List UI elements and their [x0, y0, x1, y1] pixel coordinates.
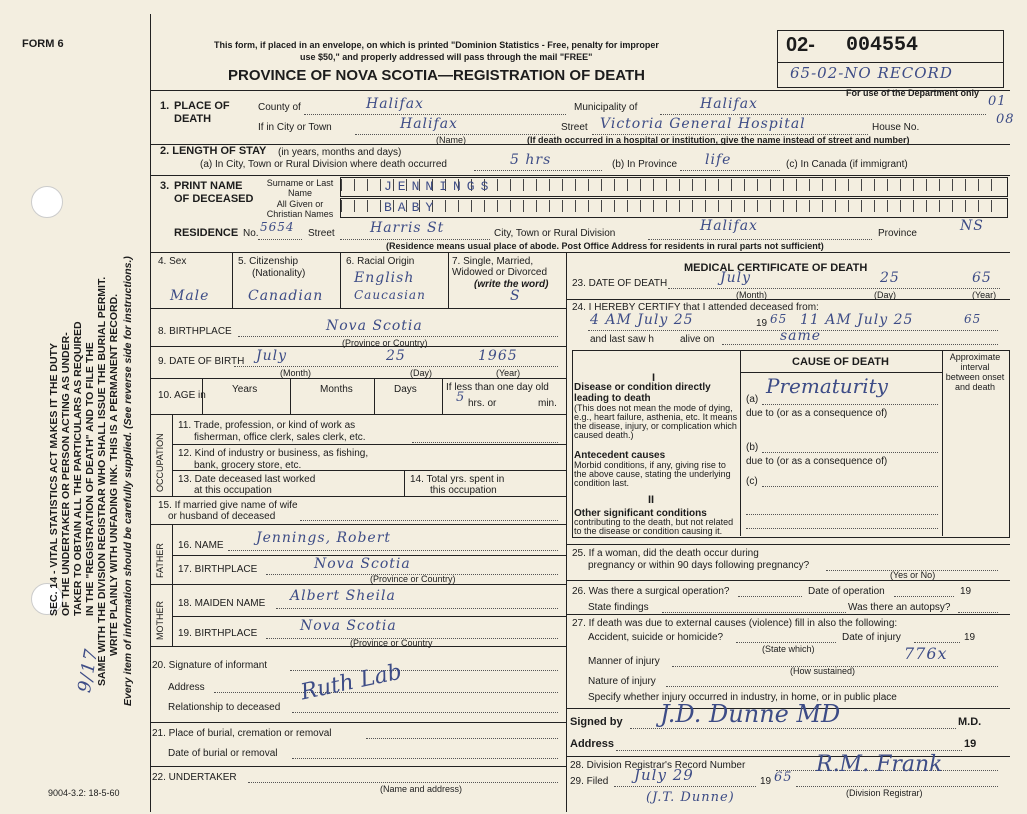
q26-label: 26. Was there a surgical operation? — [572, 586, 730, 597]
name-cell — [653, 179, 666, 191]
medical-heading: MEDICAL CERTIFICATE OF DEATH — [684, 262, 868, 274]
q3-number: 3. — [160, 180, 170, 192]
name-cell — [757, 179, 770, 191]
sex-value: Male — [170, 288, 210, 304]
sidebar-line-5: SAME WITH THE DIVISION REGISTRAR WHO SHALL ISSUE THE BURIAL PERMIT. — [96, 276, 108, 686]
attended-from-value: 4 AM July 25 — [590, 312, 694, 328]
father-side-label: FATHER — [155, 543, 165, 578]
q4-label: 4. Sex — [158, 256, 187, 267]
death-month: July — [720, 270, 752, 286]
name-cell — [614, 179, 627, 191]
physician-address-19: 19 — [964, 738, 977, 750]
filed-19: 19 — [760, 776, 772, 787]
name-cell — [497, 179, 510, 191]
name-cell — [848, 179, 861, 191]
no-record-note: 65-02-NO RECORD — [790, 64, 953, 82]
father-birthplace-caption: (Province or Country) — [370, 574, 456, 584]
md-label: M.D. — [958, 716, 982, 728]
name-cell — [562, 200, 575, 212]
sidebar-line-3: TAKER TO OBTAIN ALL THE PARTICULARS AS REQUIRED — [72, 321, 84, 616]
name-cell — [549, 200, 562, 212]
father-name-value: Jennings, Robert — [256, 530, 392, 546]
age-days-label: Days — [394, 384, 417, 395]
q13-line-b: at this occupation — [194, 485, 272, 496]
signed-by-label: Signed by — [570, 716, 623, 728]
q17-label: 17. BIRTHPLACE — [178, 564, 258, 575]
name-cell — [874, 179, 887, 191]
racial-value: English — [354, 270, 415, 286]
q6-label: 6. Racial Origin — [346, 256, 415, 267]
county-value: Halifax — [366, 96, 424, 112]
name-cell — [965, 179, 978, 191]
mother-birthplace-caption: (Province or Country — [350, 638, 433, 648]
mail-note-1: This form, if placed in an envelope, on which is printed "Dominion Statistics - Free, penalty for improper — [214, 40, 659, 50]
surname-label: Surname or Last Name — [266, 178, 334, 198]
q26-findings-label: State findings — [588, 602, 649, 613]
name-cell — [731, 179, 744, 191]
given-name-label: All Given or Christian Names — [266, 199, 334, 219]
death-year-caption: (Year) — [972, 290, 997, 300]
q10-label: 10. AGE in — [158, 390, 206, 401]
name-cell — [341, 200, 354, 212]
name-cell — [484, 200, 497, 212]
filed-date-value: July 29 — [634, 766, 694, 784]
punch-hole-top — [31, 186, 63, 218]
birthplace-value: Nova Scotia — [326, 318, 423, 334]
q25-line-b: pregnancy or within 90 days following pregnancy? — [588, 560, 810, 571]
q27-specify-label: Specify whether injury occurred in industry, in home, or in public place — [588, 692, 897, 703]
informant-address-label: Address — [168, 682, 205, 693]
q7-sub: (write the word) — [474, 279, 549, 290]
name-cell — [549, 179, 562, 191]
citizenship-value: Canadian — [248, 288, 324, 304]
interval-heading: Approximate interval between onset and death — [945, 352, 1005, 392]
age-less-label: If less than one day old — [446, 382, 549, 393]
margin-note: 9/17 — [74, 646, 103, 695]
name-cell — [575, 179, 588, 191]
name-cell — [822, 200, 835, 212]
residence-city-value: Halifax — [700, 218, 758, 234]
dob-day-caption: (Day) — [410, 368, 432, 378]
alive-on-label: alive on — [680, 334, 715, 345]
q14-line-b: this occupation — [430, 485, 497, 496]
name-cell — [796, 200, 809, 212]
dob-month-caption: (Month) — [280, 368, 312, 378]
residence-note: (Residence means usual place of abode. Post Office Address for residents in rural parts not sufficient) — [386, 241, 824, 251]
name-cell — [367, 200, 380, 212]
q12-line-b: bank, grocery store, etc. — [194, 460, 302, 471]
q15-line-b: or husband of deceased — [168, 511, 276, 522]
physician-address-label: Address — [570, 738, 615, 750]
roman-two: II — [648, 494, 655, 506]
name-cell — [692, 200, 705, 212]
q22-label: 22. UNDERTAKER — [152, 772, 237, 783]
name-cell — [809, 200, 822, 212]
name-cell — [471, 200, 484, 212]
name-cell — [965, 200, 978, 212]
attended-to-year: 65 — [964, 312, 982, 326]
q22-caption: (Name and address) — [380, 784, 463, 794]
registrar-signature: R.M. Frank — [816, 752, 943, 777]
q29-label: 29. Filed — [570, 776, 609, 787]
name-cell — [510, 179, 523, 191]
name-cell — [653, 200, 666, 212]
cause-a-label: (a) — [746, 394, 759, 405]
name-cell — [445, 200, 458, 212]
registration-number: 004554 — [846, 34, 919, 57]
filed-year: 65 — [774, 770, 793, 785]
father-birthplace-value: Nova Scotia — [314, 556, 411, 572]
name-cell — [744, 179, 757, 191]
cause-b-due-to: due to (or as a consequence of) — [746, 456, 888, 467]
name-cell — [627, 200, 640, 212]
q7-label: 7. Single, Married, Widowed or Divorced — [452, 256, 548, 278]
q3-label: PRINT NAME OF DECEASED — [174, 180, 254, 205]
q28-label: 28. Division Registrar's Record Number — [570, 760, 746, 771]
age-months-label: Months — [320, 384, 353, 395]
name-cell — [887, 179, 900, 191]
q27-manner-label: Manner of injury — [588, 656, 660, 667]
q14-line-a: 14. Total yrs. spent in — [410, 474, 505, 485]
municipality-value: Halifax — [700, 96, 758, 112]
name-cell — [809, 179, 822, 191]
city-label: If in City or Town — [258, 122, 332, 133]
q5-label: 5. Citizenship — [238, 256, 299, 267]
name-cell — [536, 179, 549, 191]
cause-c-label: (c) — [746, 476, 758, 487]
name-cell — [978, 179, 991, 191]
name-cell — [679, 179, 692, 191]
mail-note-2: use $50," and properly addressed will pass through the mail "FREE" — [300, 52, 593, 62]
name-cell — [874, 200, 887, 212]
death-day-caption: (Day) — [874, 290, 896, 300]
name-cell — [601, 200, 614, 212]
name-cell — [367, 179, 380, 191]
name-cell — [926, 179, 939, 191]
disease-note: (This does not mean the mode of dying, e.g., heart failure, asthenia, etc. It means the disease, injury, or complication which caused death.) — [574, 403, 738, 440]
name-cell — [939, 200, 952, 212]
name-cell — [705, 179, 718, 191]
mother-birthplace-value: Nova Scotia — [300, 618, 397, 634]
name-cell — [900, 179, 913, 191]
birthplace-caption: (Province or Country) — [342, 338, 428, 348]
q27-state-caption: (State which) — [762, 644, 815, 654]
name-cell — [627, 179, 640, 191]
name-cell — [952, 200, 965, 212]
corner-code-2: 08 — [996, 112, 1015, 127]
q15-line-a: 15. If married give name of wife — [158, 500, 298, 511]
sidebar-line-4: IN THE "REGISTRATION OF DEATH" AND TO FILE THE — [84, 342, 96, 616]
name-cell — [848, 200, 861, 212]
name-cell — [861, 200, 874, 212]
name-cell — [718, 179, 731, 191]
residence-no-label: No. — [243, 228, 259, 239]
q24-label: 24. I HEREBY CERTIFY that I attended deceased from: — [572, 302, 819, 313]
county-label: County of — [258, 102, 301, 113]
name-cell — [744, 200, 757, 212]
q25-caption: (Yes or No) — [890, 570, 936, 580]
name-cell — [978, 200, 991, 212]
q19-label: 19. BIRTHPLACE — [178, 628, 258, 639]
death-month-caption: (Month) — [736, 290, 768, 300]
name-cell — [562, 179, 575, 191]
registration-prefix: 02- — [786, 34, 815, 56]
form-footer-code: 9004-3.2: 18-5-60 — [48, 788, 120, 798]
name-cell — [913, 200, 926, 212]
name-cell — [718, 200, 731, 212]
q2b-label: (b) In Province — [612, 159, 678, 170]
sidebar-line-6: WRITE PLAINLY WITH UNFADING INK. THIS IS A PERMANENT RECORD. — [108, 293, 120, 656]
racial-value-2: Caucasian — [354, 288, 426, 302]
residence-city-label: City, Town or Rural Division — [494, 228, 616, 239]
name-cell — [835, 200, 848, 212]
municipality-label: Municipality of — [574, 102, 638, 113]
q27-code: 776x — [904, 644, 948, 663]
dob-month: July — [256, 348, 288, 364]
q26-date-label: Date of operation — [808, 586, 885, 597]
q2a-value: 5 hrs — [510, 152, 552, 168]
antecedent-label: Antecedent causes — [574, 450, 666, 461]
cause-a-value: Prematurity — [766, 374, 888, 398]
other-conditions-note: contributing to the death, but not related to the disease or condition causing it. — [574, 517, 734, 536]
q27-19: 19 — [964, 632, 976, 643]
q2-sub: (in years, months and days) — [278, 147, 402, 158]
residence-label: RESIDENCE — [174, 227, 239, 239]
name-cell — [614, 200, 627, 212]
q18-label: 18. MAIDEN NAME — [178, 598, 266, 609]
dob-year-caption: (Year) — [496, 368, 521, 378]
attended-from-year: 65 — [770, 312, 788, 326]
name-cell — [575, 200, 588, 212]
residence-street-label: Street — [308, 228, 335, 239]
q9-label: 9. DATE OF BIRTH — [158, 356, 245, 367]
q2b-value: life — [705, 152, 732, 168]
death-year: 65 — [972, 270, 992, 286]
death-day: 25 — [880, 270, 900, 286]
q13-line-a: 13. Date deceased last worked — [178, 474, 316, 485]
name-cell — [770, 200, 783, 212]
sidebar-line-7: Every item of information should be carefully supplied. (See reverse side for instructions.) — [122, 256, 134, 706]
name-cell — [666, 200, 679, 212]
name-cell — [523, 179, 536, 191]
bottom-signature: (J.T. Dunne) — [646, 790, 735, 805]
mother-side-label: MOTHER — [155, 601, 165, 640]
sidebar-line-1: SEC. 14 - VITAL STATISTICS ACT MAKES IT THE DUTY — [48, 342, 60, 616]
name-cell — [952, 179, 965, 191]
hospital-note: (If death occurred in a hospital or institution, give the name instead of street and number) — [527, 135, 910, 145]
name-cell — [354, 200, 367, 212]
name-caption: (Name) — [436, 135, 467, 145]
house-no-label: House No. — [872, 122, 920, 133]
name-cell — [913, 179, 926, 191]
name-cell — [731, 200, 744, 212]
disease-label: Disease or condition directly leading to death — [574, 382, 711, 404]
q27-nature-label: Nature of injury — [588, 676, 656, 687]
last-seen-value: same — [780, 328, 822, 344]
name-cell — [939, 179, 952, 191]
name-cell — [822, 179, 835, 191]
name-cell — [991, 200, 1004, 212]
q8-label: 8. BIRTHPLACE — [158, 326, 232, 337]
name-cell — [458, 200, 471, 212]
name-cell — [796, 179, 809, 191]
roman-one: I — [652, 372, 656, 384]
relationship-label: Relationship to deceased — [168, 702, 281, 713]
name-cell — [354, 179, 367, 191]
q5-sub: (Nationality) — [252, 268, 306, 279]
q27-label: 27. If death was due to external causes (violence) fill in also the following: — [572, 618, 898, 629]
name-cell — [601, 179, 614, 191]
name-cell — [341, 179, 354, 191]
occupation-side-label: OCCUPATION — [155, 433, 165, 492]
name-cell — [887, 200, 900, 212]
name-cell — [770, 179, 783, 191]
marital-value: S — [510, 288, 521, 304]
name-cell — [588, 200, 601, 212]
given-name-value: BABY — [384, 200, 440, 215]
name-cell — [783, 200, 796, 212]
residence-no-value: 5654 — [260, 220, 295, 234]
name-cell — [679, 200, 692, 212]
form-number: FORM 6 — [22, 38, 64, 50]
informant-signature: Ruth Lab — [298, 659, 405, 706]
attended-19: 19 — [756, 318, 768, 329]
dob-year: 1965 — [478, 348, 518, 364]
residence-province-value: NS — [960, 218, 984, 234]
residence-street-value: Harris St — [370, 220, 445, 236]
age-hours-value: 5 — [456, 390, 466, 405]
surname-value: JENNINGS — [384, 179, 495, 194]
q1-label: PLACE OF DEATH — [174, 100, 230, 125]
name-cell — [705, 200, 718, 212]
physician-signature: J.D. Dunne MD — [660, 700, 841, 728]
name-cell — [640, 179, 653, 191]
corner-code-1: 01 — [988, 94, 1007, 109]
cause-a-due-to: due to (or as a consequence of) — [746, 408, 888, 419]
dob-day: 25 — [386, 348, 406, 364]
residence-province-label: Province — [878, 228, 917, 239]
q2-label: 2. LENGTH OF STAY — [160, 145, 267, 157]
street-value: Victoria General Hospital — [600, 116, 806, 132]
name-cell — [757, 200, 770, 212]
q20-label: 20. Signature of informant — [152, 660, 268, 671]
name-cell — [926, 200, 939, 212]
cause-b-label: (b) — [746, 442, 759, 453]
q27-how-caption: (How sustained) — [790, 666, 856, 676]
name-cell — [523, 200, 536, 212]
name-cell — [666, 179, 679, 191]
q21-date-label: Date of burial or removal — [168, 748, 278, 759]
q12-line-a: 12. Kind of industry or business, as fishing, — [178, 448, 369, 459]
q26-19: 19 — [960, 586, 972, 597]
name-cell — [835, 179, 848, 191]
department-use-caption: For use of the Department only — [846, 88, 980, 98]
name-cell — [588, 179, 601, 191]
q27-date-label: Date of injury — [842, 632, 901, 643]
form-title: PROVINCE OF NOVA SCOTIA—REGISTRATION OF DEATH — [228, 67, 645, 84]
last-saw-label: and last saw h — [590, 334, 654, 345]
cause-heading: CAUSE OF DEATH — [792, 356, 889, 368]
name-cell — [497, 200, 510, 212]
name-cell — [692, 179, 705, 191]
age-years-label: Years — [232, 384, 258, 395]
q21-label: 21. Place of burial, cremation or removal — [152, 728, 332, 739]
registrar-caption: (Division Registrar) — [846, 788, 923, 798]
q1-number: 1. — [160, 100, 170, 112]
name-cell — [640, 200, 653, 212]
name-cell — [861, 179, 874, 191]
sidebar-line-2: OF THE UNDERTAKER OR PERSON ACTING AS UNDER- — [60, 332, 72, 616]
q25-line-a: 25. If a woman, did the death occur during — [572, 548, 759, 559]
q2c-label: (c) In Canada (if immigrant) — [786, 159, 908, 170]
name-cell — [900, 200, 913, 212]
street-label: Street — [561, 122, 588, 133]
given-name-cells — [340, 198, 1008, 218]
name-cell — [536, 200, 549, 212]
age-min-label: min. — [538, 398, 557, 409]
name-cell — [783, 179, 796, 191]
age-hrs-label: hrs. or — [468, 398, 497, 409]
city-value: Halifax — [400, 116, 458, 132]
antecedent-note: Morbid conditions, if any, giving rise to the above cause, stating the underlying condition last. — [574, 460, 731, 488]
q11-line-b: fisherman, office clerk, sales clerk, etc. — [194, 432, 366, 443]
q11-line-a: 11. Trade, profession, or kind of work as — [178, 420, 356, 431]
q27-accident-label: Accident, suicide or homicide? — [588, 632, 724, 643]
other-conditions-label: Other significant conditions — [574, 508, 707, 519]
q2a-label: (a) In City, Town or Rural Division where death occurred — [200, 159, 447, 170]
name-cell — [991, 179, 1004, 191]
q16-label: 16. NAME — [178, 540, 224, 551]
q23-label: 23. DATE OF DEATH — [572, 278, 668, 289]
mother-maiden-name-value: Albert Sheila — [290, 588, 396, 604]
attended-to-value: 11 AM July 25 — [800, 312, 914, 328]
name-cell — [510, 200, 523, 212]
q26-autopsy-label: Was there an autopsy? — [848, 602, 951, 613]
